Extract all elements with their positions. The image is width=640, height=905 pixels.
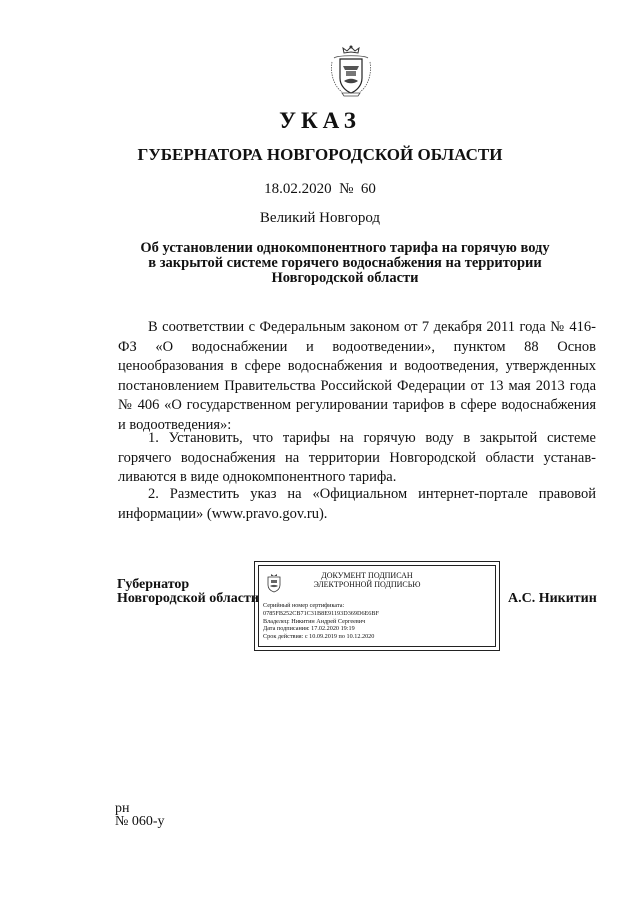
stamp-frame [258, 565, 496, 647]
signatory-title-line: Новгородской области [117, 591, 259, 606]
stamp-details [263, 602, 379, 641]
signatory-title-line: Губернатор [117, 577, 190, 592]
place-of-issue: Великий Новгород [259, 210, 381, 226]
footer-initials: рн [115, 801, 130, 816]
footer-reference [115, 802, 165, 828]
document-number: 60 [360, 181, 376, 197]
stamp-serial: 0785FB252CB71C31B8E91193D369D6E6BF [263, 609, 379, 617]
stamp-validity: Срок действия: с 10.09.2019 по 10.12.2020 [263, 633, 375, 641]
clause-1-paragraph: 1. Установить, что тарифы на горячую воду в закрытой системе горячего водоснабжения на территории Новгородской области устанав-ливаются в виде однокомпонентного тарифа. [118, 430, 596, 485]
stamp-owner: Владелец: Никитин Андрей Сергеевич [263, 617, 366, 625]
clause-2-paragraph: 2. Разместить указ на «Официальном интернет-портале правовой информации» (www.pravo.gov.ru). [118, 486, 596, 522]
document-subject [120, 241, 570, 286]
subject-line: в закрытой системе горячего водоснабжения на территории [148, 255, 542, 271]
stamp-heading [297, 571, 437, 589]
issuer-title: ГУБЕРНАТОРА НОВГОРОДСКОЙ ОБЛАСТИ [137, 145, 503, 164]
footer-number: № 060-у [115, 814, 165, 829]
electronic-signature-stamp [254, 561, 500, 651]
signatory-title [117, 578, 259, 606]
subject-line: Новгородской области [271, 270, 419, 286]
preamble-paragraph: В соответствии с Федеральным законом от 7 декабря 2011 года № 416-ФЗ «О водоснабжении и водоотведении», пунктом 88 Основ ценообразования в сфере водоснабжения и водоотведения, утвержденных постановлением Правительства Российской Федерации от 13 мая 2013 года № 406 «О государственном регулировании тарифов в сфере водоснабжения и водоотведения»: [118, 319, 596, 433]
stamp-signed-date: Дата подписания: 17.02.2020 19:19 [263, 625, 355, 633]
stamp-heading-line: ЭЛЕКТРОННОЙ ПОДПИСЬЮ [313, 580, 421, 589]
number-sign: № [339, 181, 354, 197]
coat-of-arms-emblem [328, 44, 374, 98]
stamp-emblem-icon [265, 572, 283, 594]
stamp-serial-label: Серийный номер сертификата: [263, 602, 345, 609]
document-date: 18.02.2020 [264, 181, 332, 197]
stamp-heading-line: ДОКУМЕНТ ПОДПИСАН [321, 571, 413, 580]
date-number-line [0, 181, 640, 198]
subject-line: Об установлении однокомпонентного тарифа на горячую воду [140, 240, 550, 256]
document-title: УКАЗ [279, 108, 361, 133]
signatory-name: А.С. Никитин [508, 591, 597, 606]
